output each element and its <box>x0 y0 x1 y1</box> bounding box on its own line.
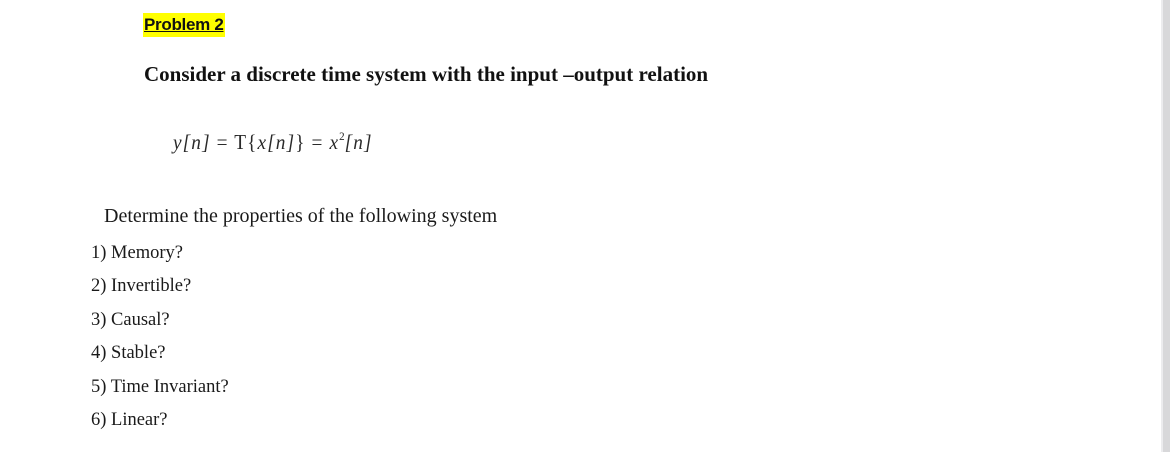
problem-title: Problem 2 <box>143 13 225 37</box>
equation-open-brace: { <box>247 130 258 154</box>
page-edge <box>1163 0 1170 452</box>
question-time-invariant: 5) Time Invariant? <box>91 376 229 397</box>
equation-argument: x[n] <box>257 130 296 154</box>
equation-operator: T <box>234 130 248 154</box>
equation-equals-1: = <box>210 130 235 154</box>
equation-rhs-base: x <box>329 130 340 154</box>
equation-equals-2: = <box>305 130 330 154</box>
question-linear: 6) Linear? <box>91 410 168 431</box>
question-list <box>91 237 229 437</box>
equation-rhs-exponent: 2 <box>339 129 345 143</box>
equation-close-brace: } <box>295 130 306 154</box>
question-stable: 4) Stable? <box>91 343 166 364</box>
equation-rhs-index: [n] <box>344 130 373 154</box>
question-invertible: 2) Invertible? <box>91 276 192 297</box>
io-relation-equation <box>173 121 373 157</box>
question-causal: 3) Causal? <box>91 309 170 330</box>
question-memory: 1) Memory? <box>91 243 183 263</box>
problem-intro: Consider a discrete time system with the input –output relation <box>144 62 709 86</box>
problem-prompt: Determine the properties of the following system <box>104 205 498 227</box>
equation-lhs: y[n] <box>173 130 211 154</box>
